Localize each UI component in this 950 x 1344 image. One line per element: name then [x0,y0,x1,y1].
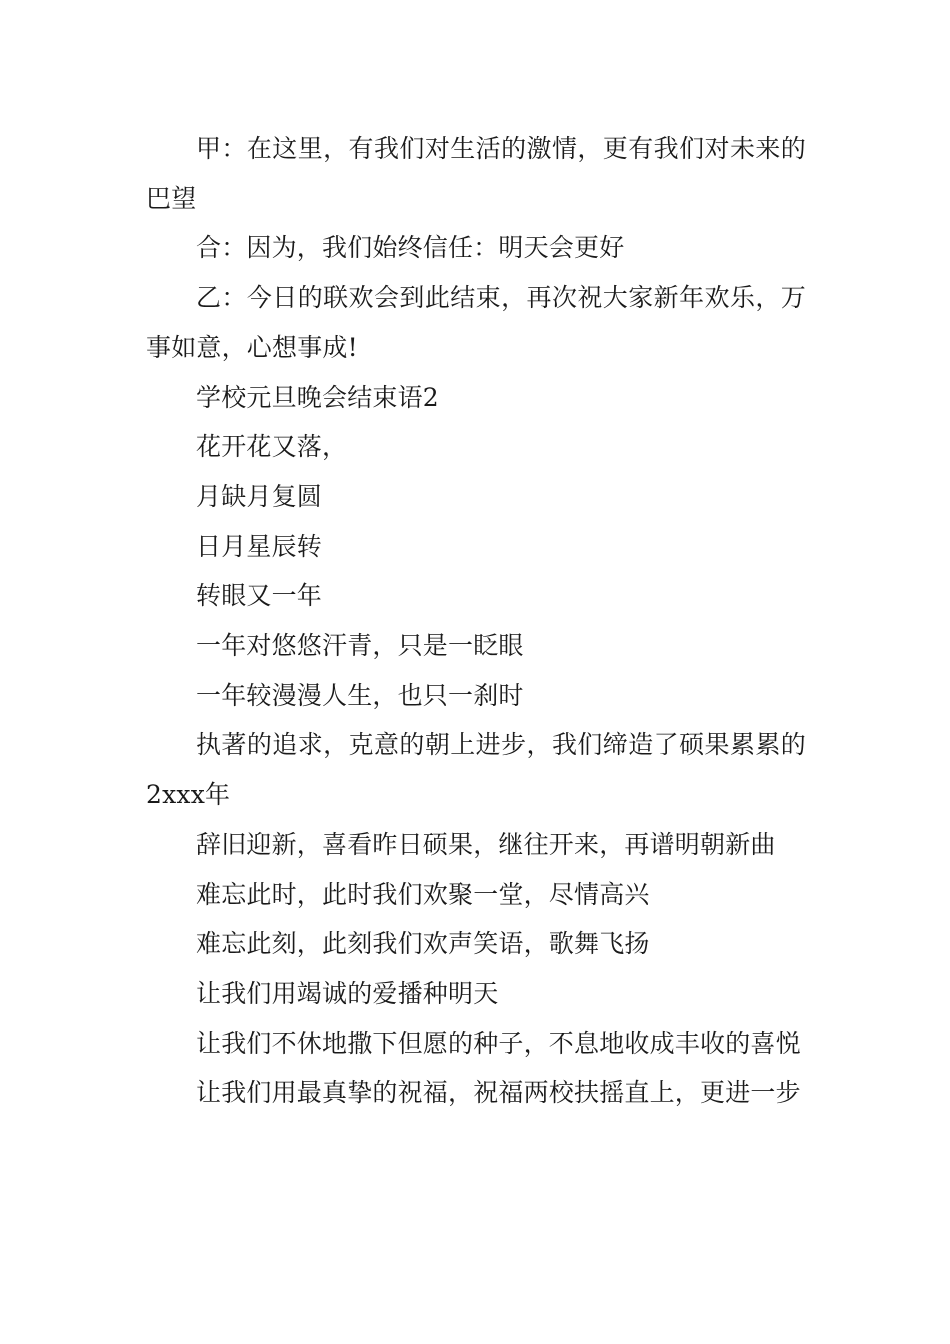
paragraph: 乙：今日的联欢会到此结束，再次祝大家新年欢乐，万事如意，心想事成! [146,283,806,362]
paragraph: 让我们用竭诚的爱播种明天 [196,978,499,1008]
paragraph: 难忘此刻，此刻我们欢声笑语，歌舞飞扬 [196,929,650,959]
paragraph: 日月星辰转 [196,531,323,561]
paragraph: 让我们不休地撒下但愿的种子，不息地收成丰收的喜悦 [196,1028,801,1058]
paragraph: 合：因为，我们始终信任：明天会更好 [196,233,625,263]
paragraph: 让我们用最真挚的祝福，祝福两校扶摇直上，更进一步 [196,1078,801,1108]
paragraph: 一年较漫漫人生，也只一刹时 [196,680,524,710]
paragraph: 花开花又落， [196,432,348,462]
document-body [146,124,806,1118]
paragraph: 月缺月复圆 [196,481,323,511]
paragraph: 辞旧迎新，喜看昨日硕果，继往开来，再谱明朝新曲 [196,829,776,859]
paragraph: 转眼又一年 [196,581,323,611]
paragraph: 执著的追求，克意的朝上进步，我们缔造了硕果累累的2xxx年 [146,730,806,810]
paragraph: 甲：在这里，有我们对生活的激情，更有我们对未来的巴望 [146,134,806,213]
paragraph: 一年对悠悠汗青，只是一眨眼 [196,631,524,661]
paragraph: 难忘此时，此时我们欢聚一堂，尽情高兴 [196,879,650,909]
section-heading: 学校元旦晚会结束语2 [196,382,439,412]
